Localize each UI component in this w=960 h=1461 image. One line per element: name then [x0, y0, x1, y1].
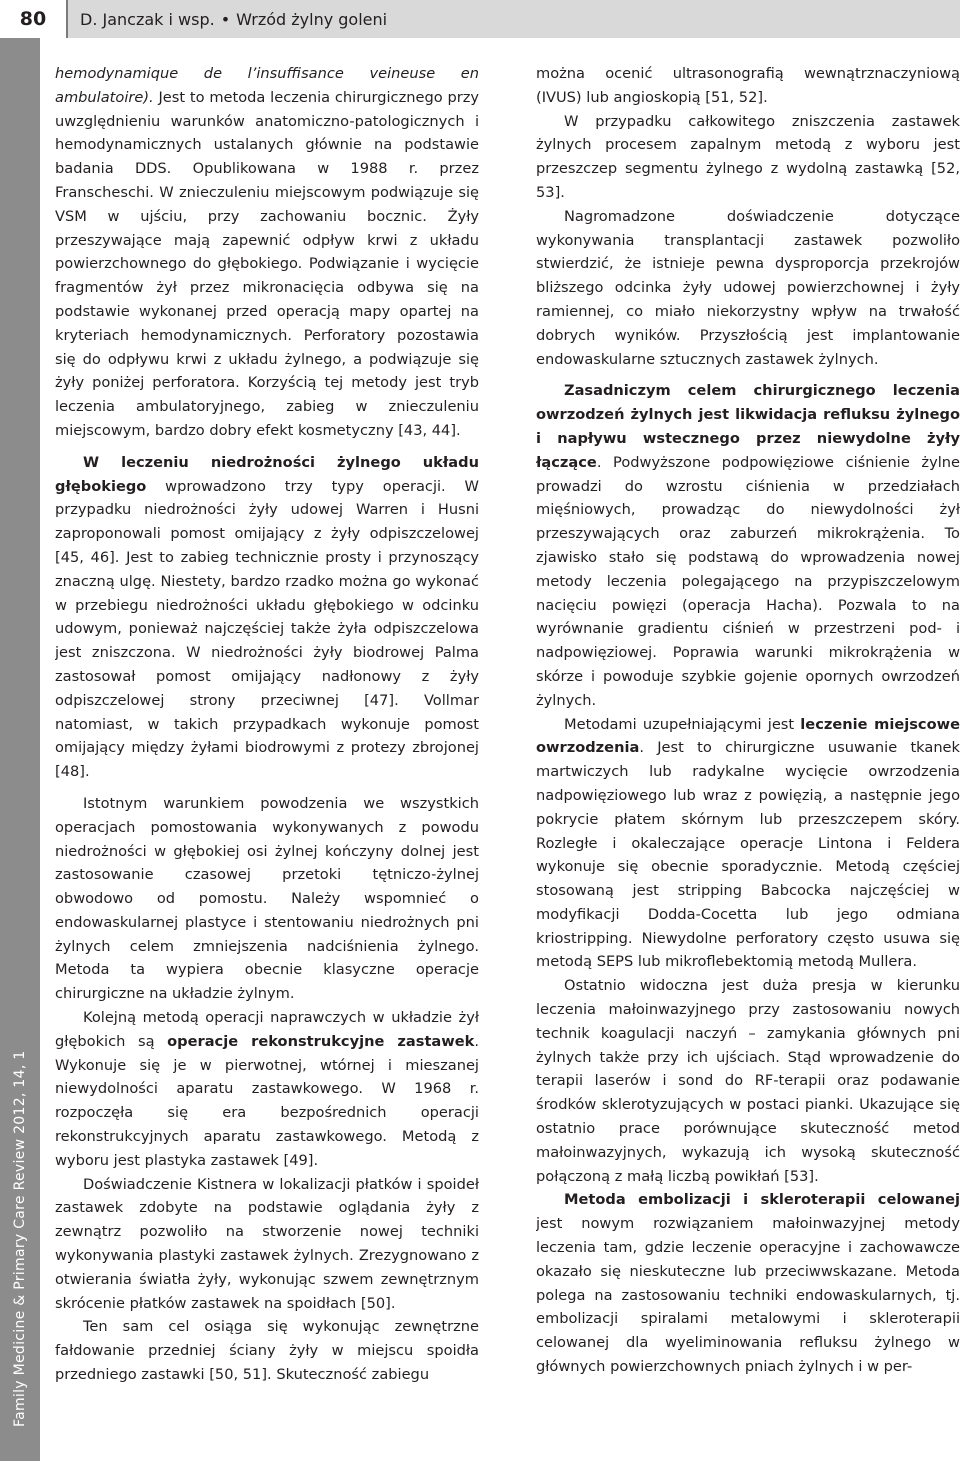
running-header [68, 0, 960, 38]
text-run: Ostatnio widoczna jest duża presja w kierunku leczenia małoinwazyjnego przy zastosowaniu nowych technik koagulacji naczyń – zamykania głównych pni żylnych także przy ich ujściach. Stąd wprowadzenie do terapii laserów i sond do RF-terapii oraz podawanie środków sklerotyzujących w postaci pianki. Ukazujące się ostatnio prace porównujące skuteczność metod małoinwazyjnych, wykazują ich wysoką skuteczność połączoną z małą liczbą powikłań [53]. [536, 977, 960, 1185]
paragraph [55, 62, 479, 443]
paragraph [536, 974, 960, 1188]
text-column-left [55, 62, 479, 1458]
paragraph [55, 792, 479, 1006]
text-run: Metodami uzupełniającymi jest [564, 715, 801, 733]
text-run: wprowadzono trzy typy operacji. W przypadku niedrożności żyły udowej Warren i Husni zaproponowali pomost omijający z żyły odpiszczelowej [45, 46]. Jest to zabieg technicznie prosty i przynoszący znaczną ulgę. Niestety, bardzo rzadko można go wykonać w przebiegu niedrożności układu głębokiego w odcinku udowym, ponieważ najczęściej także żyła odpiszczelowa jest zniszczona. W niedrożności żyły biodrowej Palma zastosował pomost omijający nadłonowy z żyły odpiszczelowej strony przeciwnej [47]. Vollmar natomiast, w takich przypadkach wykonuje pomost omijający między żyłami biodrowymi z protezy zbrojonej [48]. [55, 477, 479, 781]
bold-run: leczenie miejscowe owrzodzenia [536, 715, 960, 757]
header-separator: • [220, 9, 231, 29]
paragraph [55, 1006, 479, 1173]
text-run: . Jest to chirurgiczne usuwanie tkanek martwiczych lub radykalne wycięcie owrzodzenia nadpowięziowego lub wraz z powięzią, a następnie jego pokrycie płatem skórnym lub przeszczepem skóry. Rozległe i okaleczające operacje Lintona i Feldera wykonuje się obecnie sporadycznie. Metodą częściej stosowaną jest stripping Babcocka najczęściej w modyfikacji Dodda-Cocetta lub jego odmiana kriostripping. Niewydolne perforatory często usuwa się metodą SEPS lub mikroflebektomią metodą Mullera. [536, 739, 960, 971]
text-run: jest nowym rozwiązaniem małoinwazyjnej metody leczenia tam, gdzie leczenie operacyjne i zachowawcze okazało się nieskuteczne lub przeciwwskazane. Metoda polega na zastosowaniu techniki endowaskularnych, tj. embolizacji spiralami metalowymi i skleroterapii celowanej dla wyeliminowania refluksu żylnego w głównych powierzchownych pniach żylnych i w per- [536, 1215, 960, 1376]
header-title: Wrzód żylny goleni [236, 9, 388, 29]
text-run: . Wykonuje się je w pierwotnej, wtórnej i mieszanej niewydolności aparatu zastawkowego. W 1968 r. rozpoczęła się era bezpośrednich operacji rekonstrukcyjnych aparatu zastawkowego. Metodą z wyboru jest plastyka zastawek [49]. [55, 1032, 479, 1169]
paragraph [536, 110, 960, 205]
paragraph [536, 379, 960, 712]
paragraph [536, 1188, 960, 1378]
text-run: Jest to metoda leczenia chirurgicznego przy uwzględnieniu warunków anatomiczno-patologicznych i hemodynamicznych ustalanych głównie na podstawie badania DDS. Opublikowana w 1988 r. przez Franscheschi. W znieczuleniu miejscowym podwiązuje się VSM w ujściu, przy zachowaniu bocznic. Żyły przeszywające mają zapewnić odpływ krwi z układu powierzchownego do głębokiego. Podwiązanie i wycięcie fragmentów żył przez mikronacięcia odbywa się na podstawie wykonanej przed operacją mapy opartej na kryteriach hemodynamicznych. Perforatory pozostawia się do odpływu krwi z układu żylnego, a podwiązuje się żyły poniżej perforatora. Korzyścią tej metody jest tryb leczenia ambulatoryjnego, zabieg w znieczuleniu miejscowym, bardzo dobry efekt kosmetyczny [43, 44]. [55, 88, 479, 439]
paragraph [536, 205, 960, 372]
text-run: W przypadku całkowitego zniszczenia zastawek żylnych procesem zapalnym metodą z wyboru jest przeszczep segmentu żylnego z wydolną zastawką [52, 53]. [536, 112, 960, 201]
text-run: Nagromadzone doświadczenie dotyczące wykonywania transplantacji zastawek pozwoliło stwierdzić, że istnieje pewna dysproporcja przekrojów bliższego odcinka żyły udowej powierzchownej i żyły ramiennej, co miało niekorzystny wpływ na trwałość dobrych wyników. Przyszłością jest implantowanie endowaskularne sztucznych zastawek żylnych. [536, 207, 960, 368]
paragraph [55, 451, 479, 784]
text-run: Istotnym warunkiem powodzenia we wszystkich operacjach pomostowania wykonywanych z powodu niedrożności w głębokiej osi żylnej kończyny dolnej jest zastosowanie czasowej przetoki tętniczo-żylnej obwodowo od pomostu. Należy wspomnieć o endowaskularnej plastyce i stentowaniu niedrożnych pni żylnych celem zmniejszenia nadciśnienia żylnego. Metoda ta wypiera obecnie klasyczne operacje chirurgiczne na układzie żylnym. [55, 794, 479, 1003]
text-run: można ocenić ultrasonografią wewnątrznaczyniową (IVUS) lub angioskopią [51, 52]. [536, 65, 960, 106]
journal-sidebar [0, 38, 40, 1461]
italic-run: hemodynamique de l’insuffisance veineuse en ambulatoire). [55, 65, 479, 106]
paragraph [55, 1315, 479, 1386]
paragraph [55, 1173, 479, 1316]
header-authors: D. Janczak i wsp. [80, 9, 215, 29]
text-run: . Podwyższone podpowięziowe ciśnienie żylne prowadzi do wzrostu ciśnienia w przedziałach mięśniowych, prowadząc do niewydolności żył przeszywających oraz zaburzeń mikrokrążenia. To zjawisko stało się podstawą do wprowadzenia nowej metody leczenia polegającego na przypiszczelowym nacięciu powięzi (operacja Hacha). Pozwala to na wyrównanie gradientu ciśnień w przestrzeni pod- i nadpowięziowej. Poprawia warunki mikrokrążenia w skórze i powoduje szybkie gojenie opornych owrzodzeń żylnych. [536, 453, 960, 709]
bold-run: Zasadniczym celem chirurgicznego leczenia owrzodzeń żylnych jest likwidacja refluksu żylnego i napływu wstecznego przez niewydolne żyły łączące [536, 382, 960, 471]
text-column-right [536, 62, 960, 1458]
page-number: 80 [0, 0, 68, 38]
text-run: Ten sam cel osiąga się wykonując zewnętrzne fałdowanie przedniej ściany żyły w miejscu spoidła przedniego zastawki [50, 51]. Skuteczność zabiegu [55, 1318, 479, 1384]
paragraph [536, 713, 960, 975]
bold-run: Metoda embolizacji i skleroterapii celowanej [564, 1191, 960, 1209]
bold-run: operacje rekonstrukcyjne zastawek [167, 1032, 475, 1050]
paragraph [536, 62, 960, 110]
text-run: Kolejną metodą operacji naprawczych w układzie żył głębokich są [55, 1009, 479, 1050]
journal-sidebar-text: Family Medicine & Primary Care Review 2012, 14, 1 [12, 1050, 28, 1427]
text-run: Doświadczenie Kistnera w lokalizacji płatków i spoideł zastawek zdobyte na podstawie oglądania żyły z zewnątrz pozwoliło na stworzenie nowej techniki wykonywania plastyki zastawek żylnych. Zrezygnowano z otwierania światła żyły, wykonując szwem zewnętrznym skrócenie płatków zastawek na spoidłach [50]. [55, 1175, 479, 1312]
bold-run: W leczeniu niedrożności żylnego układu głębokiego [55, 453, 479, 495]
